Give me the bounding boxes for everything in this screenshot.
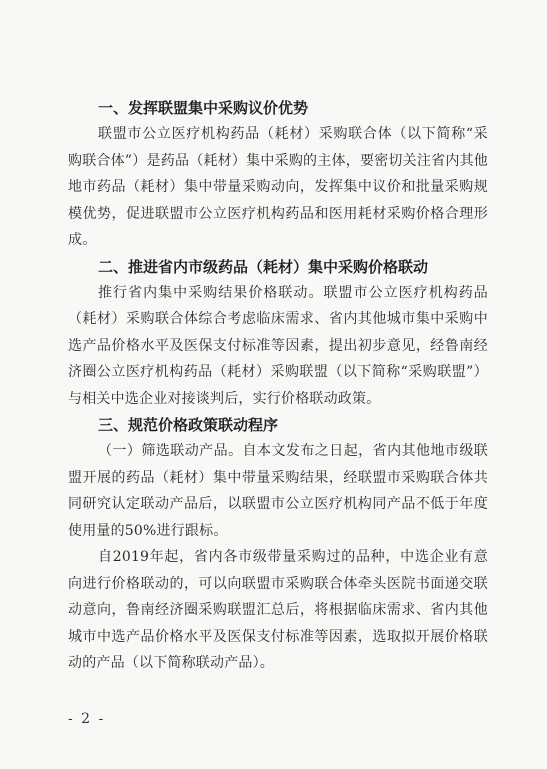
section-heading-2: 二、推进省内市级药品（耗材）集中采购价格联动 (98, 257, 429, 276)
section-heading-1: 一、发挥联盟集中采购议价优势 (98, 99, 309, 117)
section-3-paragraph-1: （一）筛选联动产品。自本文发布之日起，省内其他地市级联盟开展的药品（耗材）集中带量采购结果，经联盟市采购联合体共同研究认定联动产品后，以联盟市公立医疗机构同产品不低于年度使用量的50%进行跟标。 (68, 443, 488, 539)
section-2-paragraph-1: 推行省内集中采购结果价格联动。联盟市公立医疗机构药品（耗材）采购联合体综合考虑临床需求、省内其他城市集中采购中选产品价格水平及医保支付标准等因素，提出初步意见，经鲁南经济圈公立医疗机构药品（耗材）采购联盟（以下简称“采购联盟”）与相关中选企业对接谈判后，实行价格联动政策。 (68, 284, 488, 407)
section-3-paragraph-2: 自2019年起，省内各市级带量采购过的品种，中选企业有意向进行价格联动的，可以向联盟市采购联合体牵头医院书面递交联动意向，鲁南经济圈采购联盟汇总后，将根据临床需求、省内其他城市中选产品价格水平及医保支付标准等因素，选取拟开展价格联动的产品（以下简称联动产品）。 (68, 549, 488, 671)
section-heading-3: 三、规范价格政策联动程序 (98, 416, 279, 434)
document-body (68, 95, 488, 677)
section-1-paragraph-1: 联盟市公立医疗机构药品（耗材）采购联合体（以下简称“采购联合体”）是药品（耗材）集中采购的主体，要密切关注省内其他地市药品（耗材）集中带量采购动向，发挥集中议价和批量采购规模优势，促进联盟市公立医疗机构药品和医用耗材采购价格合理形成。 (68, 126, 488, 248)
page-number: - 2 - (68, 711, 106, 727)
